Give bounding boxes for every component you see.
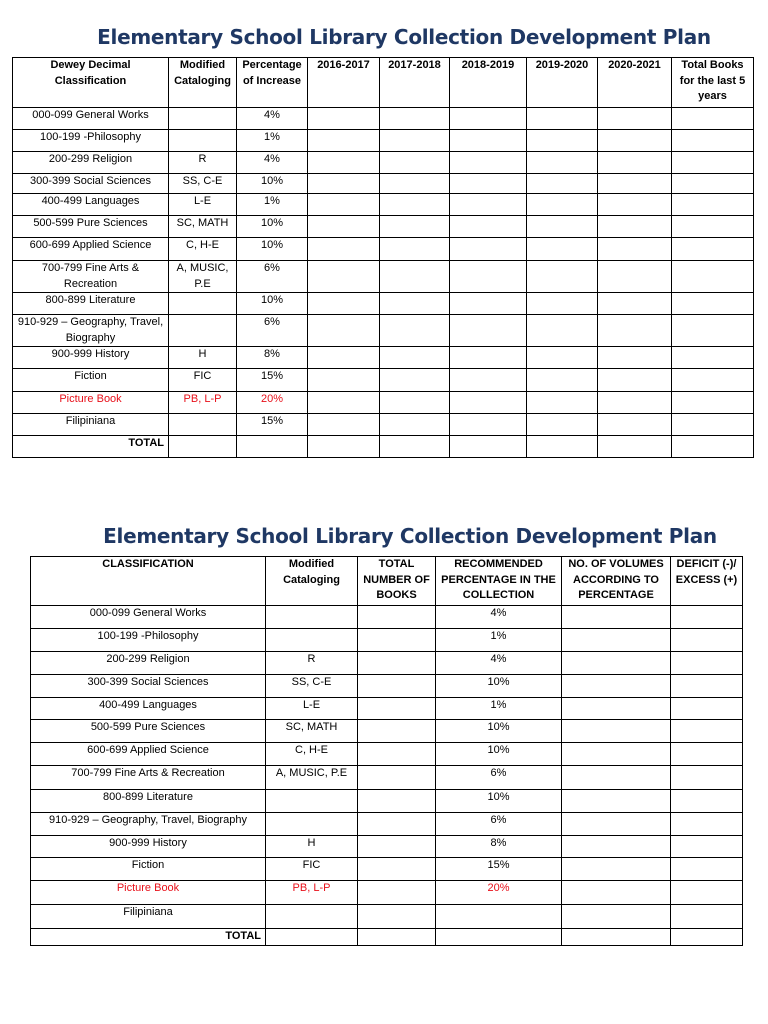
percentage-cell: 1% [237,130,308,152]
cataloging-cell: FIC [266,858,358,881]
cataloging-cell: PB, L-P [169,392,237,414]
empty-cell [598,108,672,130]
plan2-header-cell: CLASSIFICATION [31,557,266,606]
recommended-percentage-cell: 6% [436,813,562,836]
plan1-row [13,315,754,347]
empty-cell [308,152,380,174]
empty-cell [380,261,450,293]
plan2-header-cell: NO. OF VOLUMES ACCORDING TO PERCENTAGE [562,557,671,606]
plan1-row [13,108,754,130]
empty-cell [598,293,672,315]
empty-cell [169,436,237,458]
empty-cell [672,238,754,261]
cataloging-cell [266,813,358,836]
empty-cell [672,436,754,458]
empty-cell [450,261,527,293]
empty-cell [450,130,527,152]
empty-cell [450,108,527,130]
empty-cell [380,315,450,347]
plan1-header-cell: Dewey Decimal Classification [13,58,169,108]
empty-cell [598,436,672,458]
empty-cell [527,174,598,194]
empty-cell [450,315,527,347]
empty-cell [380,152,450,174]
recommended-percentage-cell: 15% [436,858,562,881]
cataloging-cell [169,130,237,152]
percentage-cell: 4% [237,108,308,130]
empty-cell [672,216,754,238]
empty-cell [672,261,754,293]
cataloging-cell: H [169,347,237,369]
plan2-row [31,629,743,652]
deficit-cell [671,720,743,743]
classification-cell: 600-699 Applied Science [13,238,169,261]
cataloging-cell: R [169,152,237,174]
deficit-cell [671,905,743,929]
plan1-row [13,414,754,436]
plan1-row [13,261,754,293]
empty-cell [380,130,450,152]
cataloging-cell: FIC [169,369,237,392]
empty-cell [598,315,672,347]
cataloging-cell [169,315,237,347]
percentage-cell: 15% [237,414,308,436]
empty-cell [672,293,754,315]
empty-cell [672,194,754,216]
classification-cell: Filipiniana [13,414,169,436]
empty-cell [308,293,380,315]
empty-cell [672,130,754,152]
empty-cell [380,414,450,436]
volumes-cell [562,766,671,790]
plan2-row [31,606,743,629]
volumes-cell [562,675,671,698]
empty-cell [672,174,754,194]
empty-cell [598,238,672,261]
volumes-cell [562,720,671,743]
plan1-row [13,152,754,174]
classification-cell: 600-699 Applied Science [31,743,266,766]
plan1-row [13,369,754,392]
volumes-cell [562,606,671,629]
plan2-row [31,905,743,929]
empty-cell [598,130,672,152]
empty-cell [450,347,527,369]
classification-cell: Filipiniana [31,905,266,929]
empty-cell [450,414,527,436]
deficit-cell [671,790,743,813]
classification-cell: Fiction [13,369,169,392]
percentage-cell: 4% [237,152,308,174]
percentage-cell: 8% [237,347,308,369]
empty-cell [527,392,598,414]
classification-cell: 200-299 Religion [13,152,169,174]
empty-cell [308,174,380,194]
empty-cell [308,315,380,347]
empty-cell [380,436,450,458]
plan1-body [13,108,754,458]
cataloging-cell: SC, MATH [169,216,237,238]
plan1-row [13,347,754,369]
plan2-row [31,836,743,858]
classification-cell: 900-999 History [31,836,266,858]
empty-cell [527,347,598,369]
cataloging-cell: A, MUSIC, P.E [169,261,237,293]
plan1-row [13,293,754,315]
classification-cell: Picture Book [31,881,266,905]
plan1-total-row [13,436,754,458]
empty-cell [308,108,380,130]
empty-cell [527,130,598,152]
percentage-cell: 10% [237,216,308,238]
volumes-cell [562,629,671,652]
plan1-row [13,216,754,238]
deficit-cell [671,881,743,905]
recommended-percentage-cell: 4% [436,652,562,675]
classification-cell: 400-499 Languages [31,698,266,720]
empty-cell [450,152,527,174]
cataloging-cell [266,606,358,629]
plan2-row [31,698,743,720]
plan1-header-cell: 2019-2020 [527,58,598,108]
plan1-header-cell: Total Books for the last 5 years [672,58,754,108]
recommended-percentage-cell: 20% [436,881,562,905]
total-books-cell [358,652,436,675]
cataloging-cell [169,414,237,436]
volumes-cell [562,905,671,929]
classification-cell: 100-199 -Philosophy [31,629,266,652]
total-books-cell [358,905,436,929]
plan2-row [31,813,743,836]
empty-cell [436,929,562,946]
percentage-cell: 10% [237,238,308,261]
percentage-cell: 20% [237,392,308,414]
empty-cell [380,369,450,392]
cataloging-cell: C, H-E [266,743,358,766]
classification-cell: 000-099 General Works [31,606,266,629]
cataloging-cell: L-E [266,698,358,720]
cataloging-cell: SS, C-E [169,174,237,194]
recommended-percentage-cell: 4% [436,606,562,629]
total-label: TOTAL [31,929,266,946]
deficit-cell [671,813,743,836]
cataloging-cell [266,790,358,813]
deficit-cell [671,652,743,675]
empty-cell [266,929,358,946]
cataloging-cell [266,629,358,652]
empty-cell [308,436,380,458]
empty-cell [527,414,598,436]
volumes-cell [562,858,671,881]
empty-cell [672,108,754,130]
empty-cell [598,216,672,238]
empty-cell [450,392,527,414]
empty-cell [308,130,380,152]
classification-cell: 700-799 Fine Arts & Recreation [13,261,169,293]
empty-cell [598,369,672,392]
deficit-cell [671,743,743,766]
empty-cell [598,174,672,194]
plan2-header-cell: TOTAL NUMBER OF BOOKS [358,557,436,606]
percentage-cell: 10% [237,174,308,194]
empty-cell [380,347,450,369]
empty-cell [308,194,380,216]
empty-cell [450,216,527,238]
cataloging-cell [169,293,237,315]
empty-cell [672,414,754,436]
cataloging-cell: L-E [169,194,237,216]
total-label: TOTAL [13,436,169,458]
empty-cell [308,238,380,261]
deficit-cell [671,675,743,698]
recommended-percentage-cell: 10% [436,720,562,743]
empty-cell [527,436,598,458]
percentage-cell: 15% [237,369,308,392]
plan1-header-cell: 2017-2018 [380,58,450,108]
classification-cell: 800-899 Literature [31,790,266,813]
empty-cell [527,293,598,315]
empty-cell [450,293,527,315]
classification-cell: 500-599 Pure Sciences [13,216,169,238]
total-books-cell [358,858,436,881]
recommended-percentage-cell: 10% [436,675,562,698]
empty-cell [450,436,527,458]
plan2-row [31,675,743,698]
plan1-header-cell: Percentage of Increase [237,58,308,108]
deficit-cell [671,606,743,629]
empty-cell [380,216,450,238]
total-books-cell [358,836,436,858]
empty-cell [450,194,527,216]
empty-cell [672,152,754,174]
recommended-percentage-cell: 1% [436,629,562,652]
plan2-header-row [31,557,743,606]
cataloging-cell [169,108,237,130]
plan1-row [13,174,754,194]
cataloging-cell [266,905,358,929]
empty-cell [527,152,598,174]
empty-cell [308,414,380,436]
classification-cell: 500-599 Pure Sciences [31,720,266,743]
plan2-table [30,556,743,946]
volumes-cell [562,881,671,905]
empty-cell [237,436,308,458]
deficit-cell [671,858,743,881]
empty-cell [380,392,450,414]
plan1-header-cell: 2018-2019 [450,58,527,108]
classification-cell: 400-499 Languages [13,194,169,216]
volumes-cell [562,813,671,836]
cataloging-cell: SS, C-E [266,675,358,698]
cataloging-cell: H [266,836,358,858]
empty-cell [308,369,380,392]
plan2-body [31,606,743,946]
empty-cell [598,152,672,174]
plan2-header-cell: DEFICIT (-)/ EXCESS (+) [671,557,743,606]
recommended-percentage-cell [436,905,562,929]
empty-cell [308,392,380,414]
total-books-cell [358,629,436,652]
classification-cell: 000-099 General Works [13,108,169,130]
plan1-header-cell: Modified Cataloging [169,58,237,108]
empty-cell [598,261,672,293]
percentage-cell: 6% [237,261,308,293]
plan2-row [31,743,743,766]
empty-cell [308,347,380,369]
percentage-cell: 1% [237,194,308,216]
empty-cell [672,369,754,392]
empty-cell [598,347,672,369]
plan2-row [31,881,743,905]
classification-cell: Fiction [31,858,266,881]
cataloging-cell: C, H-E [169,238,237,261]
cataloging-cell: R [266,652,358,675]
classification-cell: 800-899 Literature [13,293,169,315]
deficit-cell [671,698,743,720]
empty-cell [380,108,450,130]
cataloging-cell: SC, MATH [266,720,358,743]
empty-cell [672,315,754,347]
classification-cell: 910-929 – Geography, Travel, Biography [31,813,266,836]
empty-cell [527,194,598,216]
plan2-title: Elementary School Library Collection Development Plan [103,524,717,548]
total-books-cell [358,675,436,698]
total-books-cell [358,790,436,813]
empty-cell [308,216,380,238]
plan2-header-cell: RECOMMENDED PERCENTAGE IN THE COLLECTION [436,557,562,606]
classification-cell: 700-799 Fine Arts & Recreation [31,766,266,790]
recommended-percentage-cell: 10% [436,743,562,766]
plan1-header-cell: 2016-2017 [308,58,380,108]
deficit-cell [671,629,743,652]
plan1-header-row [13,58,754,108]
recommended-percentage-cell: 10% [436,790,562,813]
plan1-row [13,392,754,414]
deficit-cell [671,836,743,858]
empty-cell [527,216,598,238]
empty-cell [598,414,672,436]
volumes-cell [562,790,671,813]
recommended-percentage-cell: 6% [436,766,562,790]
plan1-row [13,130,754,152]
plan2-row [31,720,743,743]
plan1-title: Elementary School Library Collection Development Plan [97,25,711,49]
cataloging-cell: A, MUSIC, P.E [266,766,358,790]
volumes-cell [562,836,671,858]
percentage-cell: 10% [237,293,308,315]
empty-cell [562,929,671,946]
cataloging-cell: PB, L-P [266,881,358,905]
empty-cell [672,347,754,369]
empty-cell [450,174,527,194]
empty-cell [598,392,672,414]
empty-cell [380,174,450,194]
total-books-cell [358,698,436,720]
empty-cell [527,108,598,130]
volumes-cell [562,652,671,675]
classification-cell: 910-929 – Geography, Travel, Biography [13,315,169,347]
plan1-row [13,238,754,261]
total-books-cell [358,743,436,766]
empty-cell [527,238,598,261]
empty-cell [358,929,436,946]
plan2-row [31,790,743,813]
recommended-percentage-cell: 1% [436,698,562,720]
plan2-total-row [31,929,743,946]
empty-cell [598,194,672,216]
total-books-cell [358,720,436,743]
classification-cell: Picture Book [13,392,169,414]
empty-cell [450,369,527,392]
plan2-header-cell: Modified Cataloging [266,557,358,606]
volumes-cell [562,698,671,720]
classification-cell: 900-999 History [13,347,169,369]
classification-cell: 200-299 Religion [31,652,266,675]
empty-cell [527,315,598,347]
classification-cell: 300-399 Social Sciences [31,675,266,698]
plan1-table [12,57,754,458]
total-books-cell [358,606,436,629]
total-books-cell [358,813,436,836]
deficit-cell [671,766,743,790]
plan2-row [31,652,743,675]
plan1-row [13,194,754,216]
empty-cell [308,261,380,293]
empty-cell [672,392,754,414]
classification-cell: 300-399 Social Sciences [13,174,169,194]
empty-cell [671,929,743,946]
empty-cell [380,293,450,315]
empty-cell [527,261,598,293]
empty-cell [527,369,598,392]
empty-cell [380,194,450,216]
volumes-cell [562,743,671,766]
empty-cell [450,238,527,261]
classification-cell: 100-199 -Philosophy [13,130,169,152]
plan1-header-cell: 2020-2021 [598,58,672,108]
empty-cell [380,238,450,261]
plan2-row [31,766,743,790]
total-books-cell [358,766,436,790]
recommended-percentage-cell: 8% [436,836,562,858]
total-books-cell [358,881,436,905]
plan2-row [31,858,743,881]
percentage-cell: 6% [237,315,308,347]
